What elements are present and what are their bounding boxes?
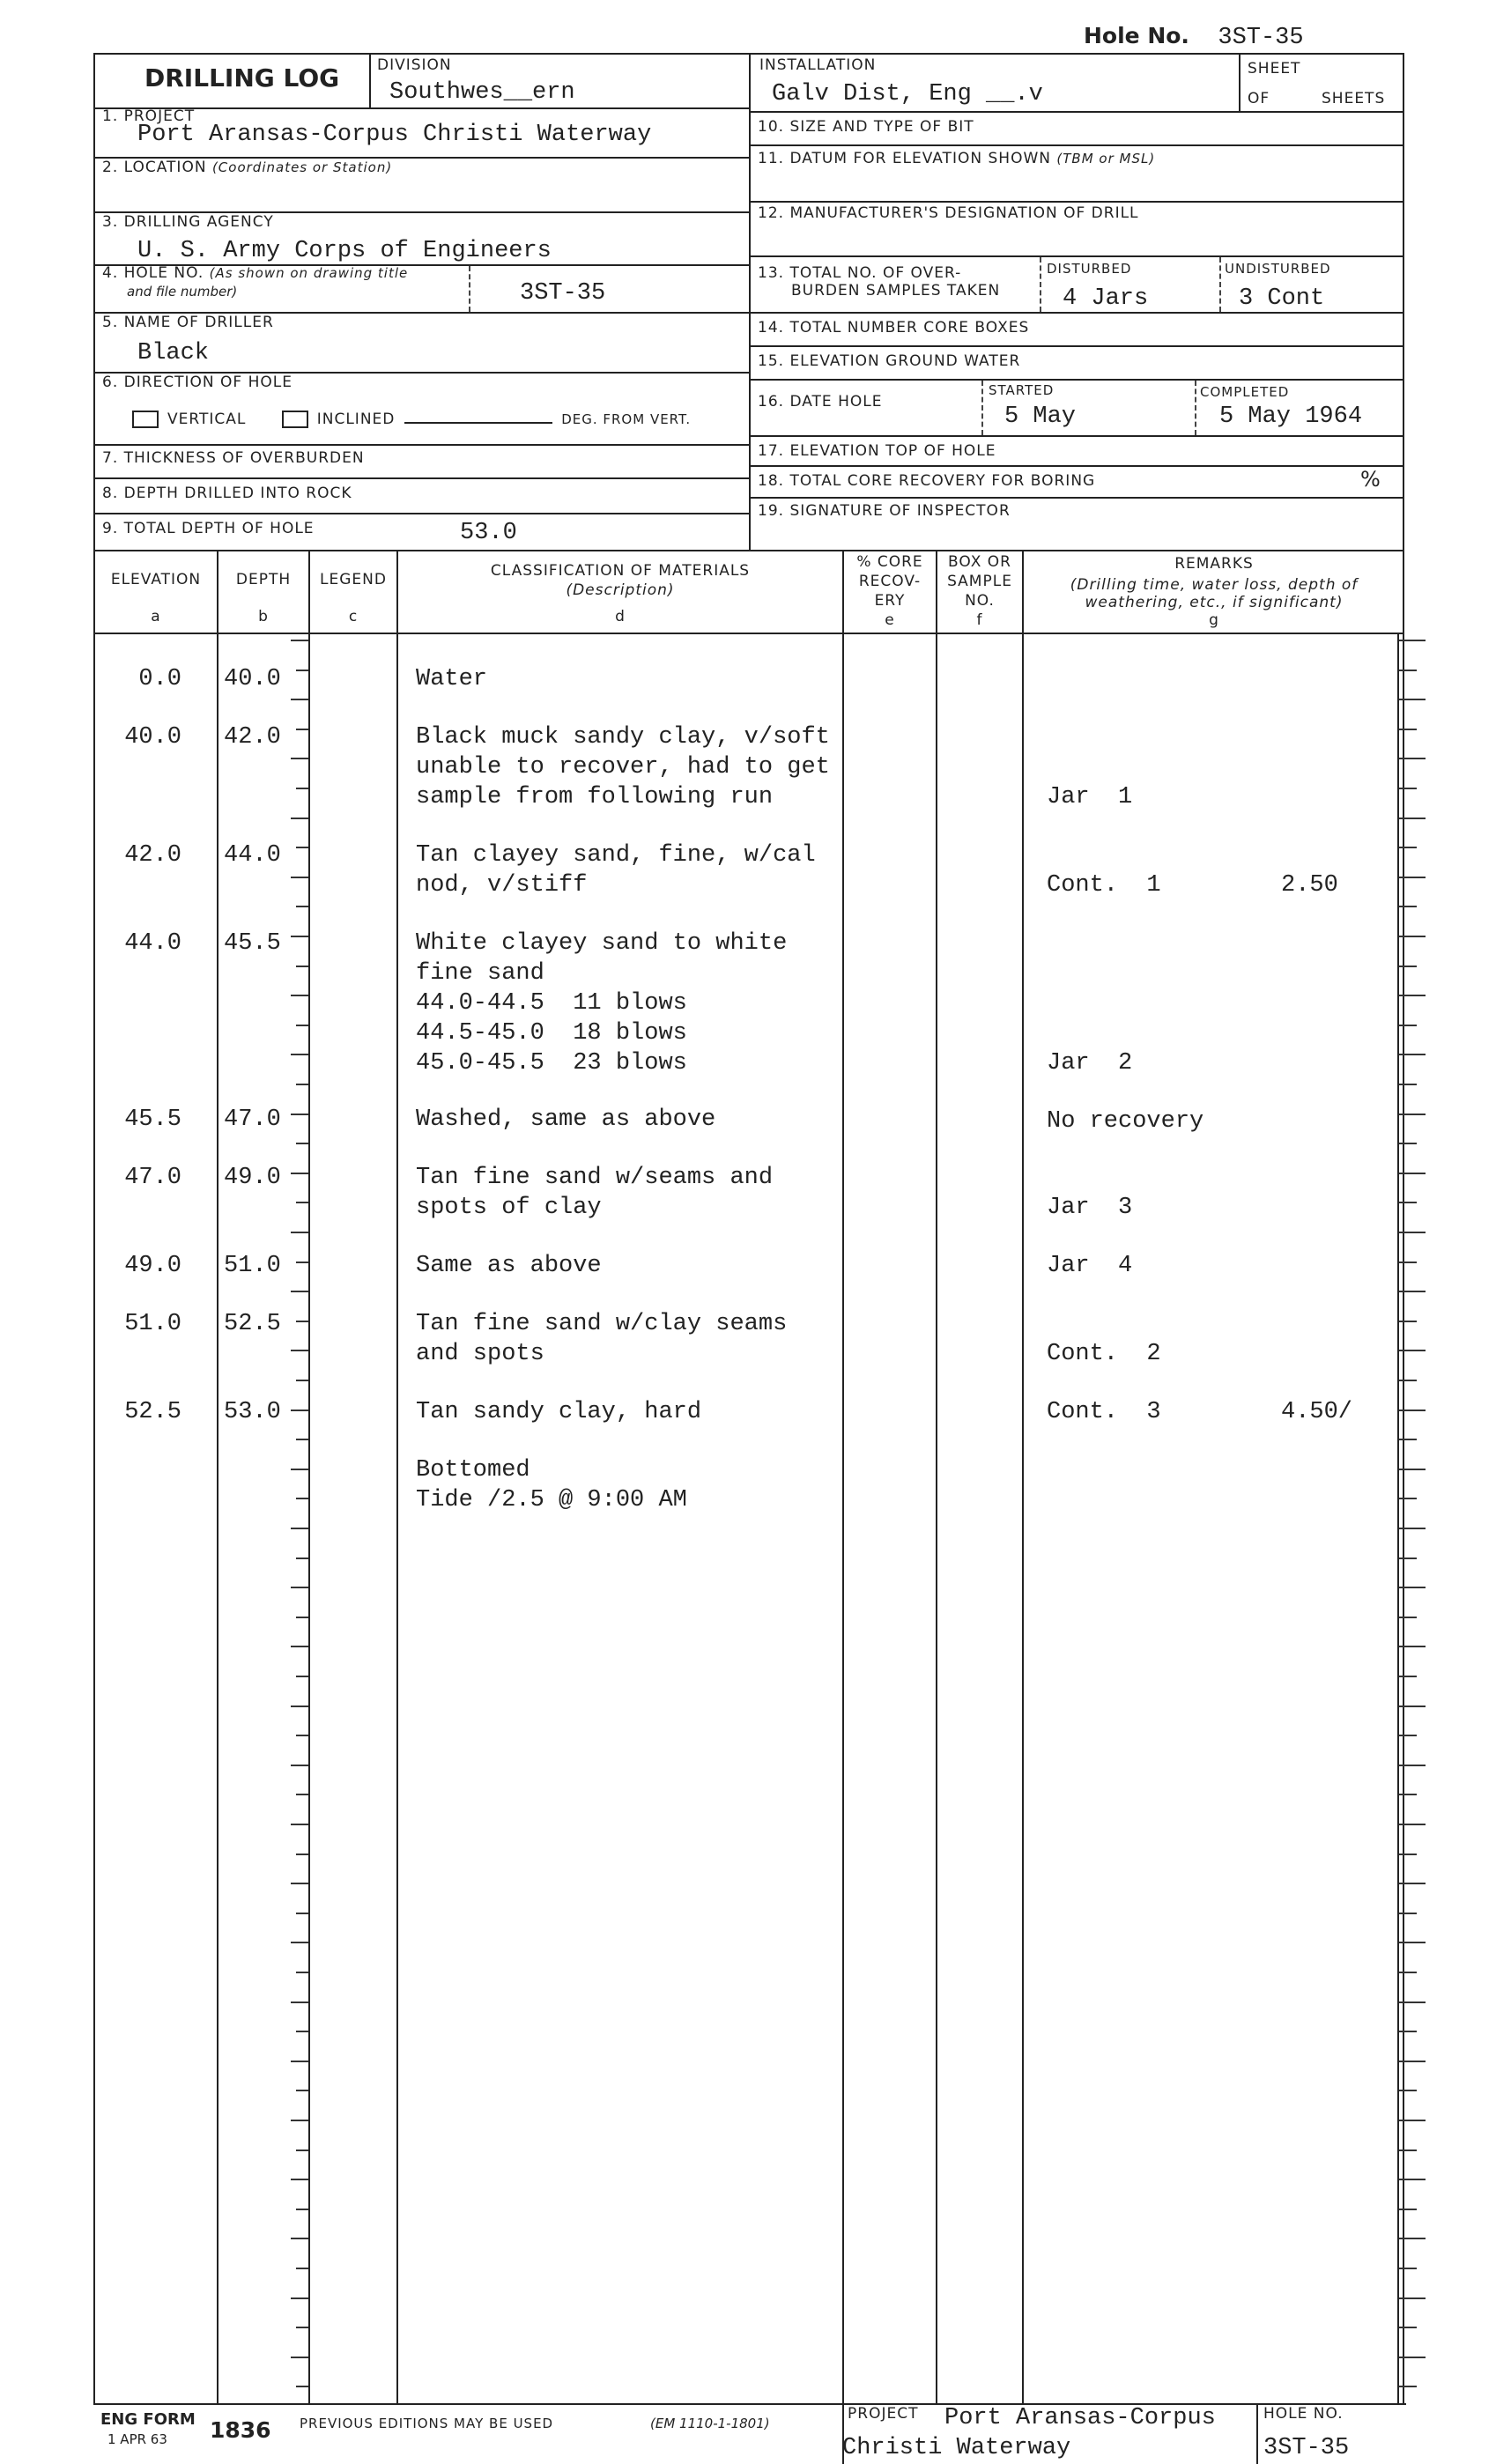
driller-label: 5. NAME OF DRILLER: [102, 314, 274, 331]
row-depth: 44.0: [224, 842, 281, 869]
bit-label: 10. SIZE AND TYPE OF BIT: [758, 118, 974, 136]
depth-tick: [291, 1350, 308, 1351]
row-description: Black muck sandy clay, v/soft unable to recover, had to get sample from following run: [416, 724, 830, 810]
hole-no-header: [1084, 23, 1304, 51]
margin-tick: [1399, 1617, 1417, 1618]
margin-tick: [1399, 758, 1426, 759]
holeno-value: 3ST-35: [520, 280, 606, 307]
depth-tick: [296, 1202, 308, 1203]
margin-tick: [1399, 1646, 1426, 1647]
depth-tick: [296, 1143, 308, 1144]
depth-tick: [291, 995, 308, 996]
vertical-label: VERTICAL: [167, 411, 247, 428]
margin-tick: [1399, 640, 1426, 641]
depth-tick: [291, 1291, 308, 1292]
depth-tick: [296, 1262, 308, 1263]
signature-label: 19. SIGNATURE OF INSPECTOR: [758, 502, 1011, 520]
col-remarks: REMARKS: [1174, 555, 1254, 573]
margin-tick: [1399, 2327, 1417, 2328]
row-description: Water: [416, 666, 488, 692]
margin-tick: [1399, 1883, 1426, 1884]
depth-tick: [291, 640, 308, 641]
row-elevation: 42.0: [124, 842, 181, 869]
margin-tick: [1399, 788, 1417, 789]
row-elevation: 44.0: [124, 930, 181, 957]
undisturbed-value: 3 Cont: [1239, 285, 1325, 312]
depth-tick: [291, 1173, 308, 1174]
depth-tick: [291, 1824, 308, 1825]
col-box2: SAMPLE: [947, 573, 1012, 590]
depth-tick: [296, 2031, 308, 2032]
depth-tick: [296, 1913, 308, 1914]
row-remark: Jar 1: [1047, 784, 1133, 810]
row-elevation: 45.5: [124, 1106, 181, 1133]
row-description: Same as above: [416, 1253, 602, 1279]
vertical-checkbox[interactable]: [132, 411, 159, 428]
row-elevation: 0.0: [138, 666, 181, 692]
col-classification-sub: d: [615, 608, 626, 625]
depth-tick: [291, 936, 308, 937]
division-value: Southwes__ern: [389, 79, 575, 106]
row-depth: 40.0: [224, 666, 281, 692]
samples-label2: BURDEN SAMPLES TAKEN: [791, 282, 1001, 300]
row-depth: 51.0: [224, 1253, 281, 1279]
total-depth-value: 53.0: [460, 520, 517, 546]
margin-tick: [1399, 1558, 1417, 1559]
inclined-checkbox[interactable]: [282, 411, 308, 428]
started-label: STARTED: [989, 382, 1055, 398]
depth-tick: [291, 1410, 308, 1411]
ground-water-label: 15. ELEVATION GROUND WATER: [758, 352, 1021, 370]
margin-tick: [1399, 1913, 1417, 1914]
margin-tick: [1399, 1854, 1417, 1855]
holeno-label-text: 4. HOLE NO.: [102, 264, 204, 282]
depth-tick: [291, 1587, 308, 1588]
col-elevation: ELEVATION: [110, 571, 202, 588]
row-remark: Jar 4: [1047, 1253, 1133, 1279]
depth-tick: [296, 2327, 308, 2328]
date-label: 16. DATE HOLE: [758, 393, 883, 411]
row-description: Tan fine sand w/seams and spots of clay: [416, 1165, 774, 1221]
disturbed-value: 4 Jars: [1063, 285, 1149, 312]
margin-tick: [1399, 1824, 1426, 1825]
form-number: 1836: [210, 2417, 271, 2443]
holeno-note1: (As shown on drawing title: [209, 265, 409, 281]
margin-tick: [1399, 2002, 1426, 2003]
sheets-label: SHEETS: [1322, 90, 1386, 107]
disturbed-label: DISTURBED: [1047, 261, 1132, 277]
division-label: DIVISION: [377, 56, 452, 74]
margin-tick: [1399, 1350, 1426, 1351]
row-elevation: 40.0: [124, 724, 181, 751]
margin-tick: [1399, 936, 1426, 937]
project-value: Port Aransas-Corpus Christi Waterway: [137, 122, 652, 148]
margin-tick: [1399, 1439, 1417, 1440]
previous-editions: PREVIOUS EDITIONS MAY BE USED: [300, 2416, 554, 2431]
margin-tick: [1399, 1173, 1426, 1174]
margin-tick: [1399, 2298, 1426, 2299]
depth-tick: [291, 1942, 308, 1943]
em-reference: (EM 1110-1-1801): [650, 2416, 770, 2431]
rock-label: 8. DEPTH DRILLED INTO ROCK: [102, 485, 352, 502]
depth-tick: [291, 1883, 308, 1884]
margin-tick: [1399, 1942, 1426, 1943]
row-remark: Jar 2: [1047, 1050, 1133, 1077]
depth-tick: [291, 2002, 308, 2003]
depth-tick: [291, 2298, 308, 2299]
margin-tick: [1399, 729, 1417, 730]
col-core-recovery2: RECOV-: [858, 573, 922, 590]
depth-tick: [291, 2357, 308, 2358]
margin-tick: [1399, 1676, 1417, 1677]
depth-tick: [296, 906, 308, 907]
footer-project-value2: Christi Waterway: [842, 2435, 1071, 2461]
depth-tick: [291, 2179, 308, 2180]
margin-tick: [1399, 1765, 1426, 1766]
margin-tick: [1399, 906, 1417, 907]
form-title: DRILLING LOG: [144, 63, 340, 92]
margin-tick: [1399, 2061, 1426, 2062]
row-depth: 53.0: [224, 1399, 281, 1425]
depth-tick: [291, 877, 308, 878]
margin-tick: [1399, 1498, 1417, 1499]
depth-tick: [296, 2090, 308, 2091]
margin-tick: [1399, 2209, 1417, 2210]
margin-tick: [1399, 1291, 1426, 1292]
row-remark: Cont. 1: [1047, 872, 1161, 899]
depth-tick: [291, 758, 308, 759]
eng-form-label: ENG FORM: [100, 2410, 196, 2429]
col-elevation-sub: a: [151, 608, 161, 625]
hole-no-label: Hole No.: [1084, 23, 1189, 48]
margin-tick: [1399, 1410, 1426, 1411]
margin-tick: [1399, 1706, 1426, 1707]
total-depth-label: 9. TOTAL DEPTH OF HOLE: [102, 520, 315, 537]
agency-label: 3. DRILLING AGENCY: [102, 213, 274, 231]
col-remarks-sub: g: [1209, 611, 1219, 629]
col-box-sub: f: [976, 611, 983, 629]
started-value: 5 May: [1004, 403, 1077, 430]
agency-value: U. S. Army Corps of Engineers: [137, 238, 552, 264]
depth-tick: [296, 1084, 308, 1085]
depth-tick: [296, 1498, 308, 1499]
samples-label1: 13. TOTAL NO. OF OVER-: [758, 264, 962, 282]
margin-tick: [1399, 847, 1417, 848]
margin-tick: [1399, 1054, 1426, 1055]
elev-top-label: 17. ELEVATION TOP OF HOLE: [758, 442, 996, 460]
depth-tick: [296, 729, 308, 730]
form-date: 1 APR 63: [107, 2431, 167, 2447]
depth-tick: [296, 966, 308, 967]
margin-tick: [1399, 1321, 1417, 1322]
depth-tick: [291, 1054, 308, 1055]
deg-blank: [404, 422, 552, 424]
location-label-text: 2. LOCATION: [102, 159, 207, 176]
margin-tick: [1399, 1528, 1426, 1529]
row-description: Tan sandy clay, hard: [416, 1399, 702, 1425]
row-description: White clayey sand to white fine sand 44.0-44.5 11 blows 44.5-45.0 18 blows 45.0-45.5 23 blows: [416, 930, 788, 1077]
margin-tick: [1399, 1735, 1417, 1736]
depth-tick: [296, 1676, 308, 1677]
row-remark: Cont. 3: [1047, 1399, 1161, 1425]
col-depth: DEPTH: [235, 571, 292, 588]
depth-tick: [296, 2150, 308, 2151]
depth-tick: [291, 2238, 308, 2239]
depth-tick: [296, 1321, 308, 1322]
depth-tick: [296, 1854, 308, 1855]
project-label: 1. PROJECT: [102, 107, 196, 125]
holeno-label: [102, 264, 408, 282]
depth-tick: [296, 1439, 308, 1440]
margin-tick: [1399, 2150, 1417, 2151]
row-remark: Jar 3: [1047, 1195, 1133, 1221]
direction-label: 6. DIRECTION OF HOLE: [102, 374, 293, 391]
margin-tick: [1399, 2179, 1426, 2180]
col-remarks-note1: (Drilling time, water loss, depth of: [1070, 576, 1359, 594]
depth-tick: [291, 1765, 308, 1766]
core-recovery-label: 18. TOTAL CORE RECOVERY FOR BORING: [758, 472, 1096, 490]
installation-value: Galv Dist, Eng __.v: [772, 81, 1043, 107]
depth-tick: [296, 847, 308, 848]
footer-hole-label: HOLE NO.: [1263, 2405, 1344, 2423]
row-description: Tan fine sand w/clay seams and spots: [416, 1311, 788, 1367]
margin-tick: [1399, 1794, 1417, 1795]
sheet-label: SHEET: [1248, 60, 1301, 78]
margin-tick: [1399, 1143, 1417, 1144]
depth-tick: [291, 1114, 308, 1115]
depth-tick: [296, 1735, 308, 1736]
core-boxes-label: 14. TOTAL NUMBER CORE BOXES: [758, 319, 1030, 337]
row-description: Tan clayey sand, fine, w/cal nod, v/stiff: [416, 842, 816, 899]
depth-tick: [296, 1617, 308, 1618]
col-remarks-note2: weathering, etc., if significant): [1085, 594, 1344, 611]
row-depth: 47.0: [224, 1106, 281, 1133]
margin-tick: [1399, 1084, 1417, 1085]
percent-sign: %: [1360, 467, 1381, 492]
installation-label: INSTALLATION: [759, 56, 877, 74]
margin-tick: [1399, 818, 1426, 819]
margin-tick: [1399, 877, 1426, 878]
col-box3: NO.: [965, 592, 995, 610]
depth-tick: [291, 699, 308, 700]
col-legend: LEGEND: [320, 571, 387, 588]
row-description: Washed, same as above: [416, 1106, 716, 1133]
row-remark-value: 4.50/: [1281, 1399, 1353, 1425]
margin-tick: [1399, 1114, 1426, 1115]
depth-tick: [296, 1972, 308, 1973]
depth-tick: [291, 1232, 308, 1233]
direction-options: [132, 411, 691, 428]
depth-tick: [296, 2268, 308, 2269]
margin-tick: [1399, 2357, 1426, 2358]
depth-tick: [296, 670, 308, 671]
col-box1: BOX OR: [948, 553, 1011, 571]
manufacturer-label: 12. MANUFACTURER'S DESIGNATION OF DRILL: [758, 204, 1139, 222]
depth-tick: [296, 1794, 308, 1795]
col-depth-sub: b: [258, 608, 269, 625]
of-label: OF: [1248, 90, 1270, 107]
margin-tick: [1399, 699, 1426, 700]
datum-label: [758, 150, 1155, 167]
col-core-recovery1: % CORE: [856, 553, 923, 571]
margin-tick: [1399, 1972, 1417, 1973]
row-remark: Cont. 2: [1047, 1341, 1161, 1367]
row-elevation: 52.5: [124, 1399, 181, 1425]
row-remark-value: 2.50: [1281, 872, 1338, 899]
holeno-note2: and file number): [127, 284, 238, 300]
depth-tick: [291, 1469, 308, 1470]
margin-tick: [1399, 1202, 1417, 1203]
margin-tick: [1399, 2120, 1426, 2121]
margin-tick: [1399, 1380, 1417, 1381]
row-depth: 49.0: [224, 1165, 281, 1191]
depth-tick: [296, 1558, 308, 1559]
depth-tick: [291, 818, 308, 819]
col-classification-note: (Description): [566, 581, 675, 599]
row-elevation: 51.0: [124, 1311, 181, 1337]
completed-label: COMPLETED: [1200, 384, 1290, 400]
depth-tick: [291, 1528, 308, 1529]
depth-tick: [296, 2209, 308, 2210]
depth-tick: [291, 2120, 308, 2121]
margin-tick: [1399, 966, 1417, 967]
row-elevation: 47.0: [124, 1165, 181, 1191]
row-description: Bottomed Tide /2.5 @ 9:00 AM: [416, 1457, 687, 1513]
margin-tick: [1399, 1469, 1426, 1470]
margin-tick: [1399, 1232, 1426, 1233]
hole-no-value: 3ST-35: [1218, 25, 1304, 51]
datum-note: (TBM or MSL): [1056, 151, 1156, 166]
row-remark: No recovery: [1047, 1108, 1204, 1135]
datum-label-text: 11. DATUM FOR ELEVATION SHOWN: [758, 150, 1051, 167]
deg-label: DEG. FROM VERT.: [561, 411, 692, 427]
col-classification: CLASSIFICATION OF MATERIALS: [490, 562, 751, 580]
row-depth: 52.5: [224, 1311, 281, 1337]
depth-tick: [296, 1025, 308, 1026]
row-depth: 42.0: [224, 724, 281, 751]
margin-tick: [1399, 2090, 1417, 2091]
depth-tick: [291, 1646, 308, 1647]
footer-hole-value: 3ST-35: [1263, 2435, 1350, 2461]
undisturbed-label: UNDISTURBED: [1225, 261, 1331, 277]
depth-tick: [291, 2061, 308, 2062]
depth-tick: [296, 1380, 308, 1381]
footer-project-value1: Port Aransas-Corpus: [944, 2405, 1216, 2431]
col-core-recovery-sub: e: [885, 611, 895, 629]
completed-value: 5 May 1964: [1219, 403, 1363, 430]
margin-tick: [1399, 2031, 1417, 2032]
margin-tick: [1399, 2238, 1426, 2239]
driller-value: Black: [137, 340, 210, 366]
margin-tick: [1399, 1587, 1426, 1588]
row-elevation: 49.0: [124, 1253, 181, 1279]
margin-tick: [1399, 2386, 1417, 2387]
margin-tick: [1399, 1025, 1417, 1026]
row-depth: 45.5: [224, 930, 281, 957]
margin-tick: [1399, 2268, 1417, 2269]
depth-tick: [296, 788, 308, 789]
depth-tick: [296, 2386, 308, 2387]
location-note: (Coordinates or Station): [211, 159, 393, 175]
location-label: [102, 159, 392, 176]
margin-tick: [1399, 995, 1426, 996]
inclined-label: INCLINED: [316, 411, 396, 428]
overburden-label: 7. THICKNESS OF OVERBURDEN: [102, 449, 365, 467]
footer-project-label: PROJECT: [848, 2405, 919, 2423]
depth-tick: [291, 1706, 308, 1707]
col-core-recovery3: ERY: [874, 592, 906, 610]
margin-tick: [1399, 1262, 1417, 1263]
margin-tick: [1399, 670, 1417, 671]
col-legend-sub: c: [348, 608, 359, 625]
